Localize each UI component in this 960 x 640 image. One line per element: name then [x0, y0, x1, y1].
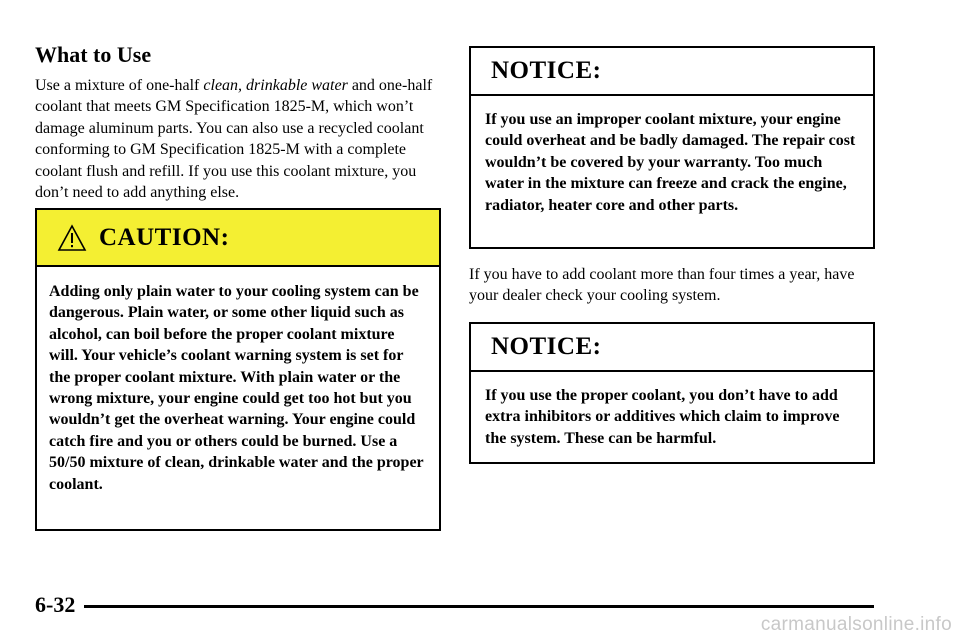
coolant-frequency-paragraph: If you have to add coolant more than four times a year, have your dealer check your cooling system.: [469, 266, 855, 305]
page-number: 6-32: [35, 592, 76, 617]
caution-box: [35, 208, 441, 531]
notice-header: [471, 48, 873, 96]
para-text-end: and one-half coolant that meets GM Specification 1825-M, which won’t damage aluminum parts. You can also use a recycled coolant conforming to GM Specification 1825-M with a complete coolant flush and refill. If you use this coolant mixture, you don’t need to add anything else.: [35, 77, 433, 202]
warning-triangle-icon: [57, 224, 87, 252]
notice-body: If you use the proper coolant, you don’t have to add extra inhibitors or additives which claim to improve the system. These can be harmful.: [485, 387, 840, 447]
section-heading: What to Use: [35, 42, 152, 67]
notice-box-inhibitors: [469, 322, 875, 464]
caution-body: Adding only plain water to your cooling system can be dangerous. Plain water, or some other liquid such as alcohol, can boil before the proper coolant mixture will. Your vehicle’s coolant warning system is set for the proper coolant mixture. With plain water or the wrong mixture, your engine could get too hot but you wouldn’t get the overheat warning. Your engine could catch fire and you or others could be burned. Use a 50/50 mixture of clean, drinkable water and the proper coolant.: [49, 283, 424, 493]
notice-box-coolant-mixture: [469, 46, 875, 249]
notice-body: If you use an improper coolant mixture, your engine could overheat and be badly damaged. The repair cost wouldn’t be covered by your warranty. Too much water in the mixture can freeze and crack the engine, radiator, heater core and other parts.: [485, 111, 856, 214]
what-to-use-section: [35, 42, 445, 203]
para-italic-text: clean, drinkable water: [203, 77, 348, 94]
caution-title: CAUTION:: [99, 223, 230, 251]
footer-divider: [84, 605, 874, 608]
caution-header: [37, 210, 439, 267]
notice-title: NOTICE:: [491, 57, 602, 84]
notice-title: NOTICE:: [491, 333, 602, 360]
notice-header: [471, 324, 873, 372]
para-text-start: Use a mixture of one-half: [35, 77, 204, 94]
what-to-use-paragraph: [35, 75, 445, 203]
watermark: carmanualsonline.info: [760, 614, 952, 635]
